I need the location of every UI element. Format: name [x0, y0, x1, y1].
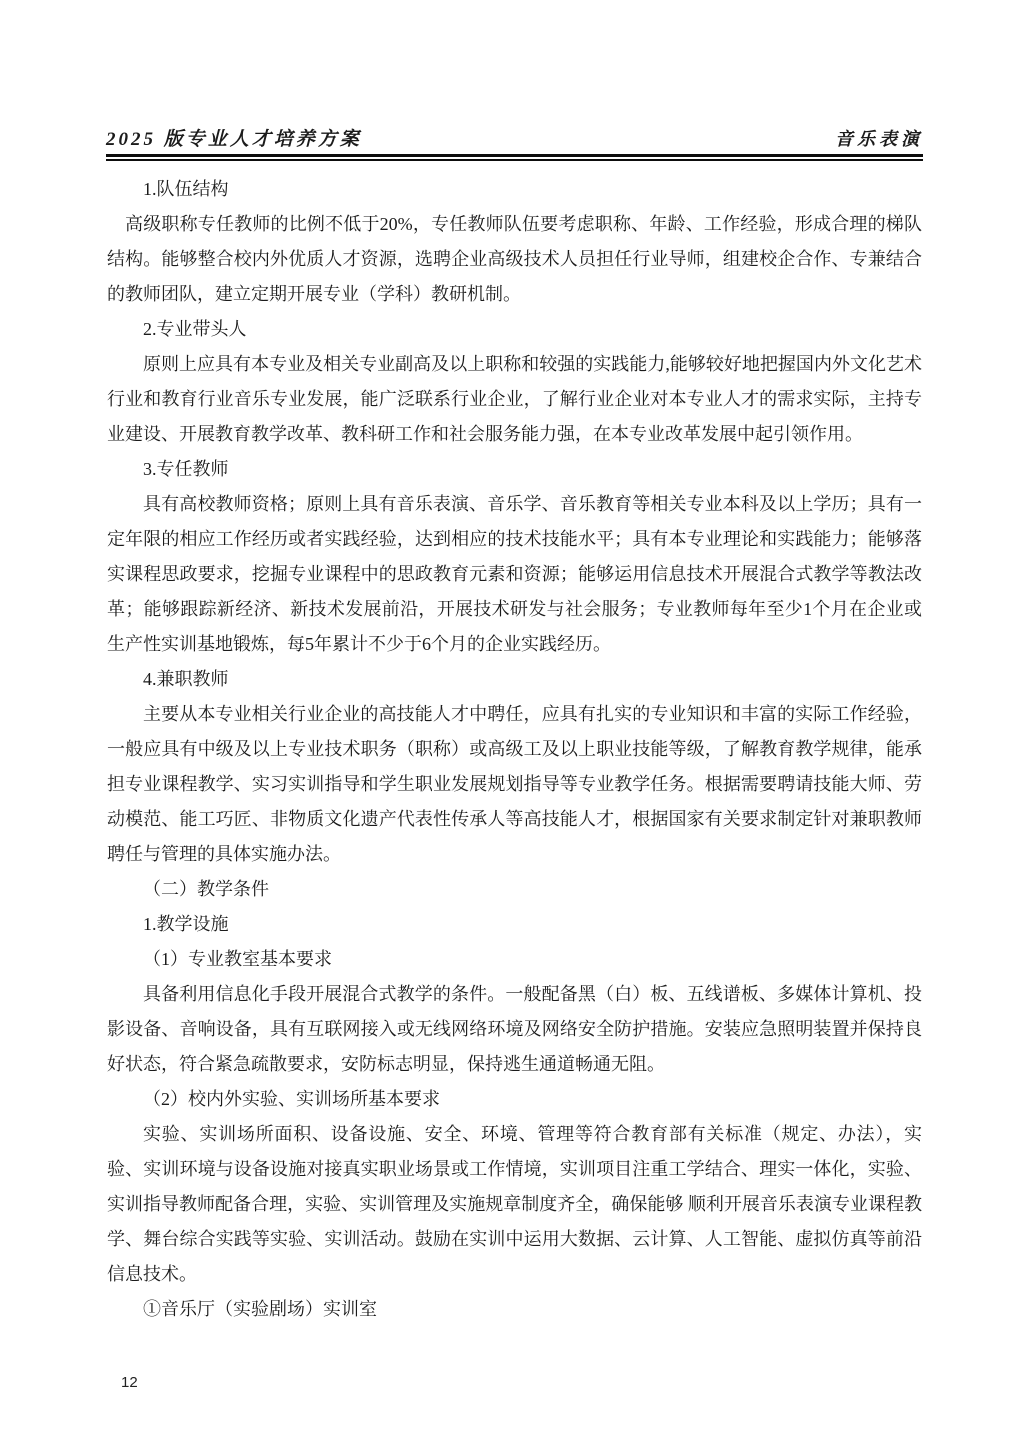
heading-teaching-facilities: 1.教学设施	[143, 914, 229, 934]
para-training-site-requirements: 实验、实训场所面积、设备设施、安全、环境、管理等符合教育部有关标准（规定、办法），实验、实训环境与设备设施对接真实职业场景或工作情境，实训项目注重工学结合、理实一体化，实验、实训指导教师配备合理，实验、实训管理及实施规章制度齐全，确保能够 顺利开展音乐表演专业课程教学、舞台综合实践等实验、实训活动。鼓励在实训中运用大数据、云计算、人工智能、虚拟仿真等前沿信息技术。	[107, 1124, 922, 1284]
para-fulltime-teachers: 具有高校教师资格；原则上具有音乐表演、音乐学、音乐教育等相关专业本科及以上学历；具有一定年限的相应工作经历或者实践经验，达到相应的技术技能水平；具有本专业理论和实践能力；能够落实课程思政要求，挖掘专业课程中的思政教育元素和资源；能够运用信息技术开展混合式教学等教法改革；能够跟踪新经济、新技术发展前沿，开展技术研发与社会服务；专业教师每年至少1个月在企业或生产性实训基地锻炼，每5年累计不少于6个月的企业实践经历。	[107, 494, 922, 654]
header-document-title: 2025 版专业人才培养方案	[106, 129, 362, 150]
para-parttime-teachers: 主要从本专业相关行业企业的高技能人才中聘任，应具有扎实的专业知识和丰富的实际工作经验，一般应具有中级及以上专业技术职务（职称）或高级工及以上职业技能等级，了解教育教学规律，能承担专业课程教学、实习实训指导和学生职业发展规划指导等专业教学任务。根据需要聘请技能大师、劳动模范、能工巧匠、非物质文化遗产代表性传承人等高技能人才，根据国家有关要求制定针对兼职教师聘任与管理的具体实施办法。	[107, 704, 922, 864]
para-team-structure: 高级职称专任教师的比例不低于20%，专任教师队伍要考虑职称、年龄、工作经验，形成合理的梯队结构。能够整合校内外优质人才资源，选聘企业高级技术人员担任行业导师，组建校企合作、专兼结合的教师团队，建立定期开展专业（学科）教研机制。	[107, 214, 922, 304]
para-program-leader: 原则上应具有本专业及相关专业副高及以上职称和较强的实践能力,能够较好地把握国内外文化艺术行业和教育行业音乐专业发展，能广泛联系行业企业，了解行业企业对本专业人才的需求实际，主持专业建设、开展教育教学改革、教科研工作和社会服务能力强，在本专业改革发展中起引领作用。	[107, 354, 922, 444]
heading-training-site-requirements: （2）校内外实验、实训场所基本要求	[143, 1089, 440, 1109]
heading-team-structure: 1.队伍结构	[143, 179, 229, 199]
heading-concert-hall-training-room: ①音乐厅（实验剧场）实训室	[143, 1299, 377, 1319]
page-header	[106, 124, 923, 161]
header-divider-rule	[106, 154, 923, 161]
document-body	[107, 172, 922, 1327]
page-number: 12	[121, 1374, 138, 1391]
heading-fulltime-teachers: 3.专任教师	[143, 459, 229, 479]
heading-program-leader: 2.专业带头人	[143, 319, 247, 339]
heading-classroom-requirements: （1）专业教室基本要求	[143, 949, 332, 969]
para-classroom-requirements: 具备利用信息化手段开展混合式教学的条件。一般配备黑（白）板、五线谱板、多媒体计算机、投影设备、音响设备，具有互联网接入或无线网络环境及网络安全防护措施。安装应急照明装置并保持良好状态，符合紧急疏散要求，安防标志明显，保持逃生通道畅通无阻。	[107, 984, 922, 1074]
header-section-title: 音乐表演	[835, 129, 923, 149]
heading-parttime-teachers: 4.兼职教师	[143, 669, 229, 689]
heading-teaching-conditions: （二）教学条件	[143, 879, 269, 899]
